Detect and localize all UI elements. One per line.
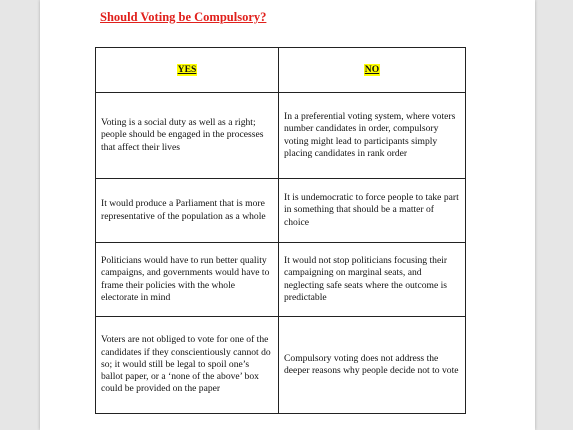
yes-cell: Voting is a social duty as well as a right; people should be engaged in the processes that affect their lives (96, 93, 279, 179)
table-row (96, 93, 466, 179)
no-cell: Compulsory voting does not address the deeper reasons why people decide not to vote (279, 317, 466, 414)
document-title: Should Voting be Compulsory? (100, 10, 267, 24)
header-cell-yes (96, 48, 279, 93)
table-row (96, 317, 466, 414)
comparison-table (95, 47, 466, 414)
no-cell: In a preferential voting system, where voters number candidates in order, compulsory voting might lead to participants simply placing candidates in rank order (279, 93, 466, 179)
yes-cell: Voters are not obliged to vote for one of the candidates if they conscientiously cannot do so; it would still be legal to spoil one’s ballot paper, or a ‘none of the above’ box could be provided on the paper (96, 317, 279, 414)
header-yes-label: YES (177, 63, 197, 75)
no-cell: It would not stop politicians focusing their campaigning on marginal seats, and neglecting safe seats where the outcome is predictable (279, 243, 466, 317)
yes-cell: It would produce a Parliament that is more representative of the population as a whole (96, 179, 279, 243)
table-header-row (96, 48, 466, 93)
document-page (40, 0, 535, 430)
no-cell: It is undemocratic to force people to take part in something that should be a matter of choice (279, 179, 466, 243)
table-row (96, 243, 466, 317)
header-no-label: NO (364, 63, 380, 75)
table-row (96, 179, 466, 243)
yes-cell: Politicians would have to run better quality campaigns, and governments would have to frame their policies with the whole electorate in mind (96, 243, 279, 317)
header-cell-no (279, 48, 466, 93)
